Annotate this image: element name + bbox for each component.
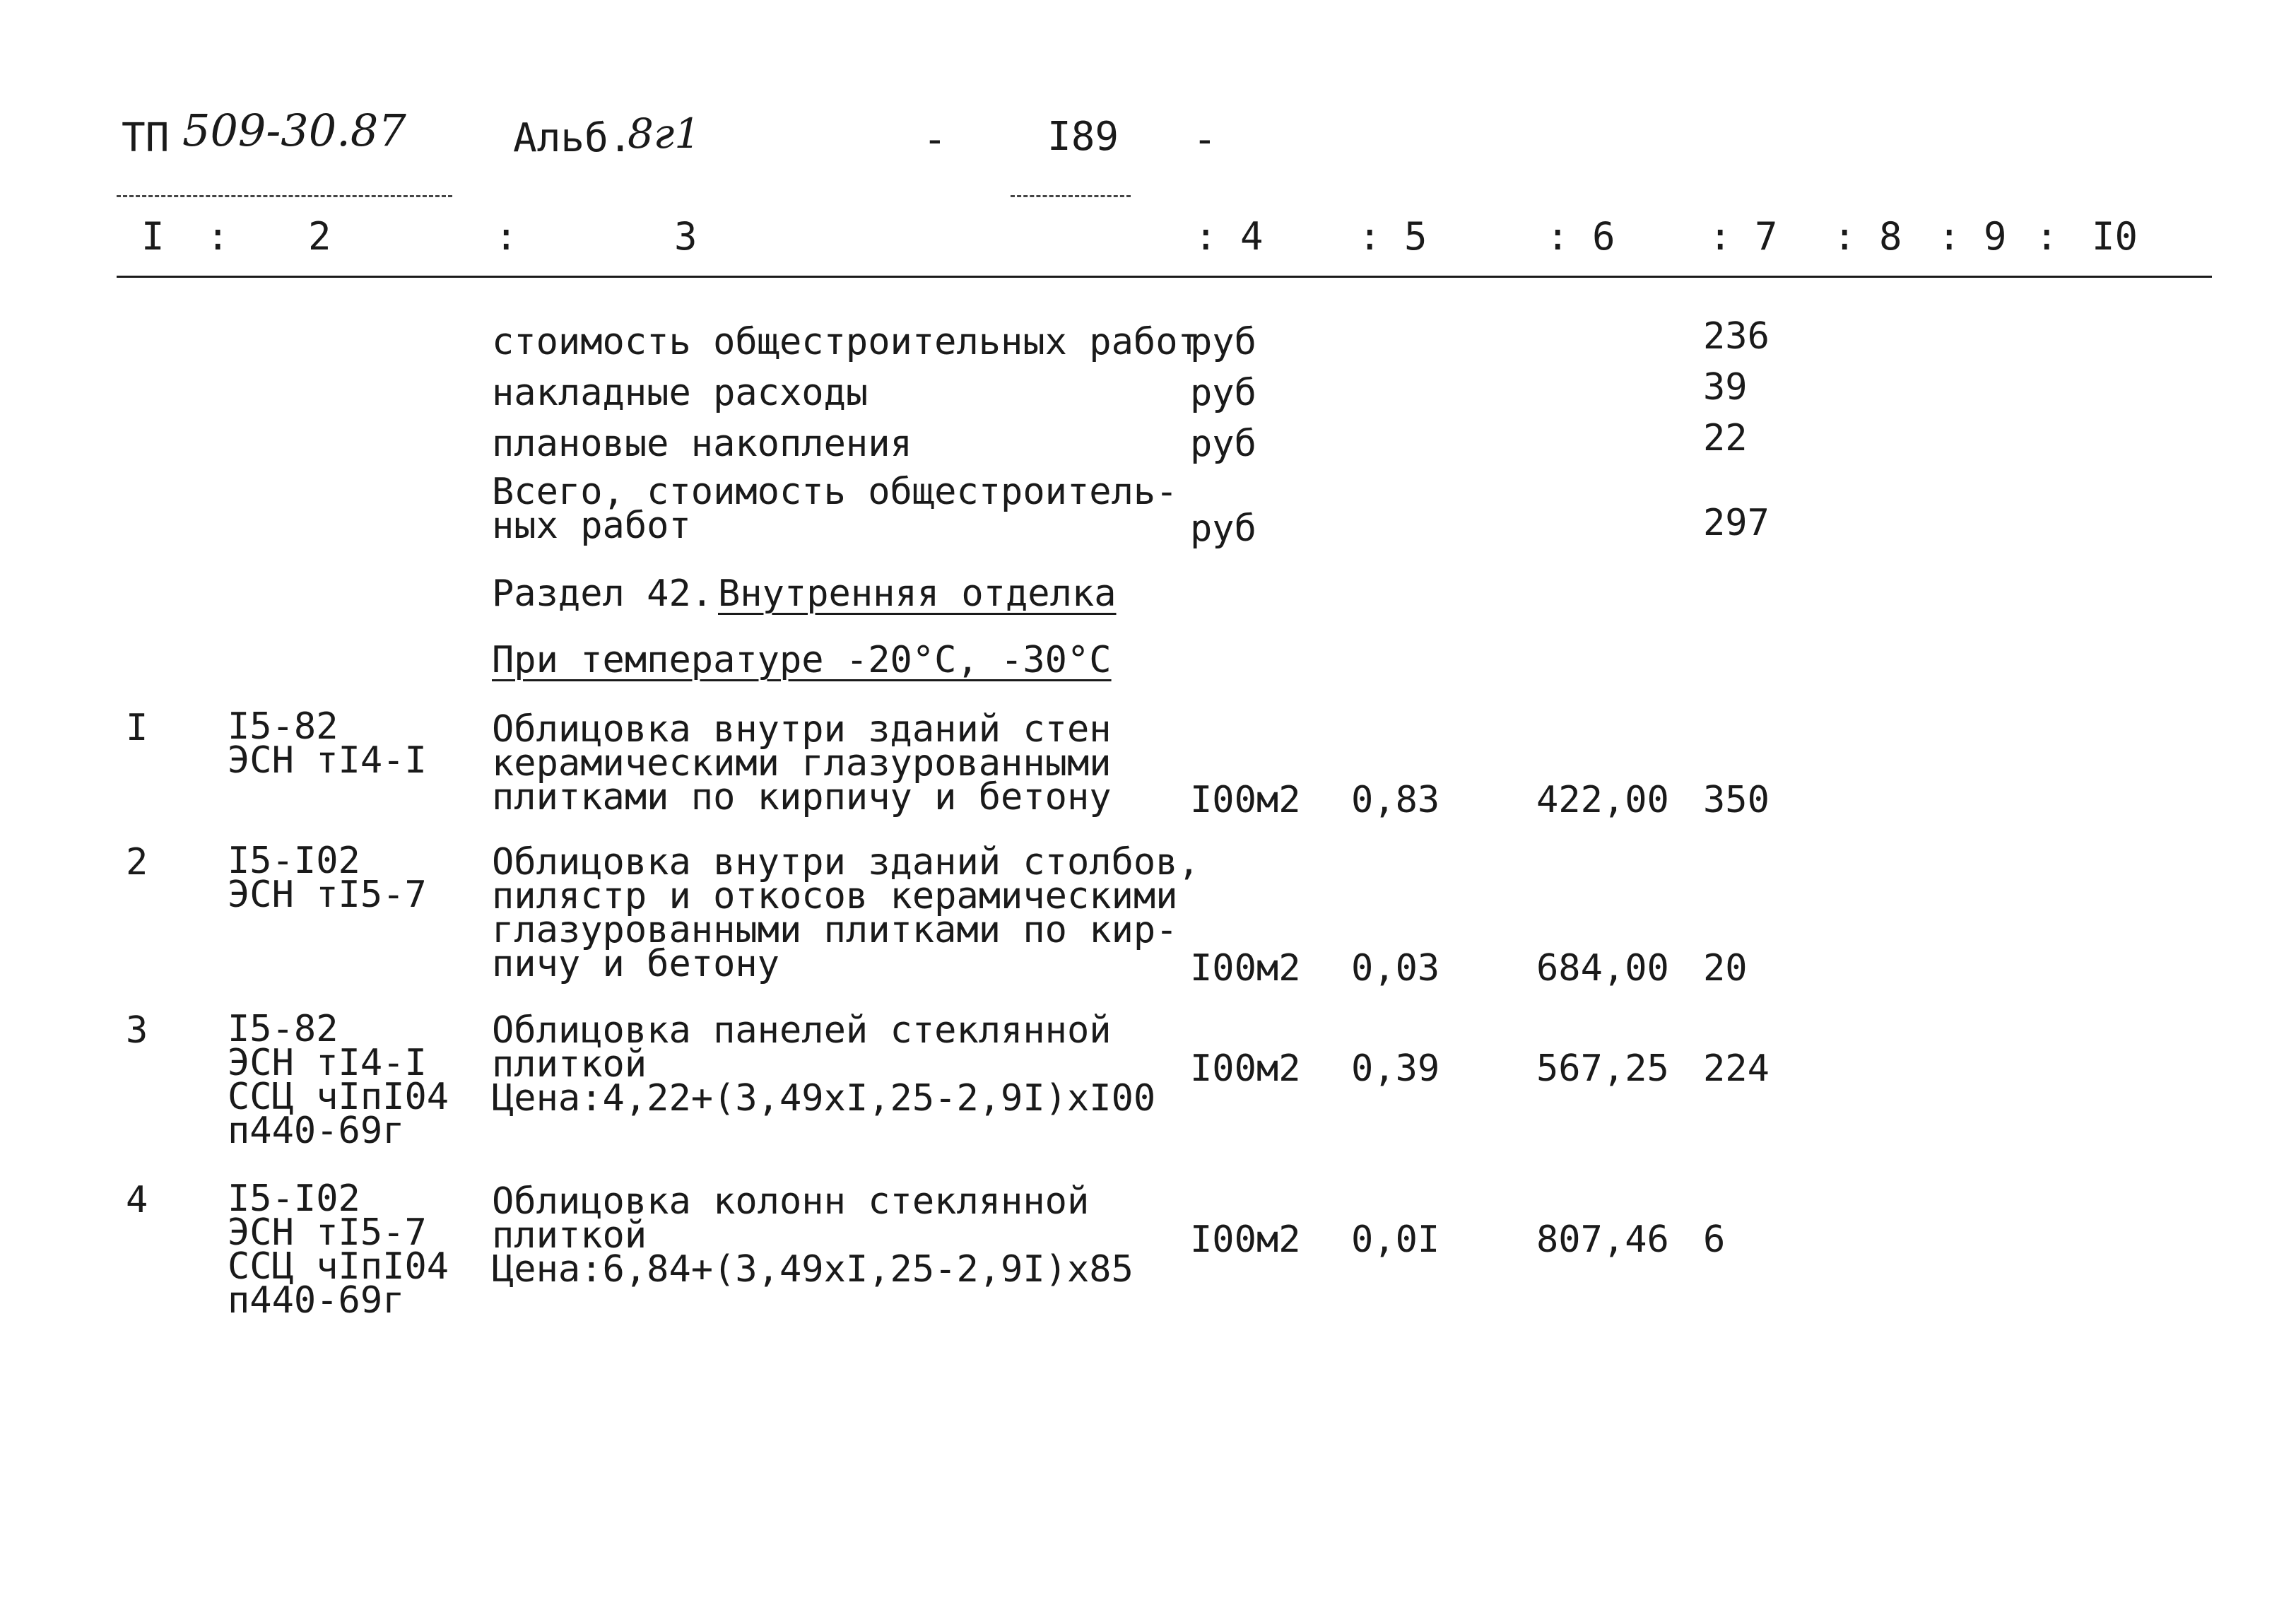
tp-label: ТП bbox=[122, 115, 170, 161]
row-code: I5-82 ЭСН тI4-I bbox=[228, 705, 427, 782]
col-header-4: : 4 bbox=[1194, 214, 1264, 259]
row-code: I5-82 ЭСН тI4-I ССЦ чIпI04 п440-69г bbox=[228, 1008, 449, 1152]
summary-value: 39 bbox=[1703, 366, 1748, 409]
summary-value: 236 bbox=[1703, 315, 1770, 358]
row-unit: I00м2 bbox=[1190, 947, 1301, 990]
summary-unit: руб bbox=[1190, 372, 1256, 414]
row-number: 2 bbox=[126, 841, 148, 883]
col-header-2: 2 bbox=[308, 214, 331, 259]
row-total: 224 bbox=[1703, 1047, 1770, 1090]
row-unit: I00м2 bbox=[1190, 1219, 1301, 1261]
col-header-sep: : bbox=[2035, 214, 2059, 259]
row-description: Облицовка колонн стеклянной плиткой Цена:6,84+(3,49хI,25-2,9I)х85 bbox=[492, 1180, 1134, 1291]
row-price: 684,00 bbox=[1536, 947, 1669, 990]
row-description: Облицовка внутри зданий стен керамическими глазурованными плитками по кирпичу и бетону bbox=[492, 708, 1112, 818]
col-header-5: : 5 bbox=[1358, 214, 1427, 259]
tp-number: 509-30.87 bbox=[182, 105, 406, 156]
section-temperature: При температуре -20°С, -30°С bbox=[492, 639, 1112, 681]
summary-name: Всего, стоимость общестроитель- ных работ bbox=[492, 471, 1178, 547]
col-header-1: I bbox=[141, 214, 165, 259]
summary-name: стоимость общестроительных работ bbox=[492, 321, 1200, 363]
page-dash-left: - bbox=[923, 117, 947, 163]
row-number: I bbox=[126, 707, 148, 749]
col-header-6: : 6 bbox=[1546, 214, 1615, 259]
row-total: 20 bbox=[1703, 947, 1748, 990]
row-description: Облицовка панелей стеклянной плиткой Цена:4,22+(3,49хI,25-2,9I)хI00 bbox=[492, 1009, 1156, 1120]
row-number: 4 bbox=[126, 1179, 148, 1221]
header-rule-right bbox=[1011, 195, 1131, 197]
row-total: 350 bbox=[1703, 779, 1770, 821]
col-header-sep: : bbox=[206, 214, 230, 259]
col-header-3: 3 bbox=[674, 214, 697, 259]
row-quantity: 0,83 bbox=[1351, 779, 1440, 821]
album-number: 8г1 bbox=[628, 110, 701, 158]
row-price: 807,46 bbox=[1536, 1219, 1669, 1261]
row-unit: I00м2 bbox=[1190, 779, 1301, 821]
summary-unit: руб bbox=[1190, 423, 1256, 465]
album-label: Альб. bbox=[513, 115, 632, 161]
row-quantity: 0,03 bbox=[1351, 947, 1440, 990]
summary-name: накладные расходы bbox=[492, 372, 869, 414]
row-total: 6 bbox=[1703, 1219, 1726, 1261]
summary-unit: руб bbox=[1190, 507, 1256, 550]
page-number: I89 bbox=[1047, 114, 1119, 160]
header-rule-left bbox=[117, 195, 452, 197]
col-header-7: : 7 bbox=[1709, 214, 1778, 259]
section-title: Внутренняя отделка bbox=[718, 572, 1117, 615]
row-price: 567,25 bbox=[1536, 1047, 1669, 1090]
summary-value: 297 bbox=[1703, 502, 1770, 544]
row-unit: I00м2 bbox=[1190, 1047, 1301, 1090]
row-price: 422,00 bbox=[1536, 779, 1669, 821]
row-quantity: 0,39 bbox=[1351, 1047, 1440, 1090]
summary-unit: руб bbox=[1190, 321, 1256, 363]
col-header-8: : 8 bbox=[1833, 214, 1902, 259]
row-number: 3 bbox=[126, 1009, 148, 1052]
row-code: I5-I02 ЭСН тI5-7 ССЦ чIпI04 п440-69г bbox=[228, 1178, 449, 1322]
column-header-rule bbox=[117, 276, 2212, 278]
summary-value: 22 bbox=[1703, 417, 1748, 459]
summary-name: плановые накопления bbox=[492, 423, 912, 465]
col-header-sep: : bbox=[495, 214, 518, 259]
row-description: Облицовка внутри зданий столбов, пилястр и откосов керамическими глазурованными плитками по кир- пичу и бетону bbox=[492, 841, 1200, 985]
col-header-10: I0 bbox=[2092, 214, 2138, 259]
row-code: I5-I02 ЭСН тI5-7 bbox=[228, 840, 427, 916]
row-quantity: 0,0I bbox=[1351, 1219, 1440, 1261]
col-header-9: : 9 bbox=[1938, 214, 2007, 259]
page-dash-right: - bbox=[1193, 117, 1217, 163]
section-prefix: Раздел 42. bbox=[492, 572, 714, 615]
